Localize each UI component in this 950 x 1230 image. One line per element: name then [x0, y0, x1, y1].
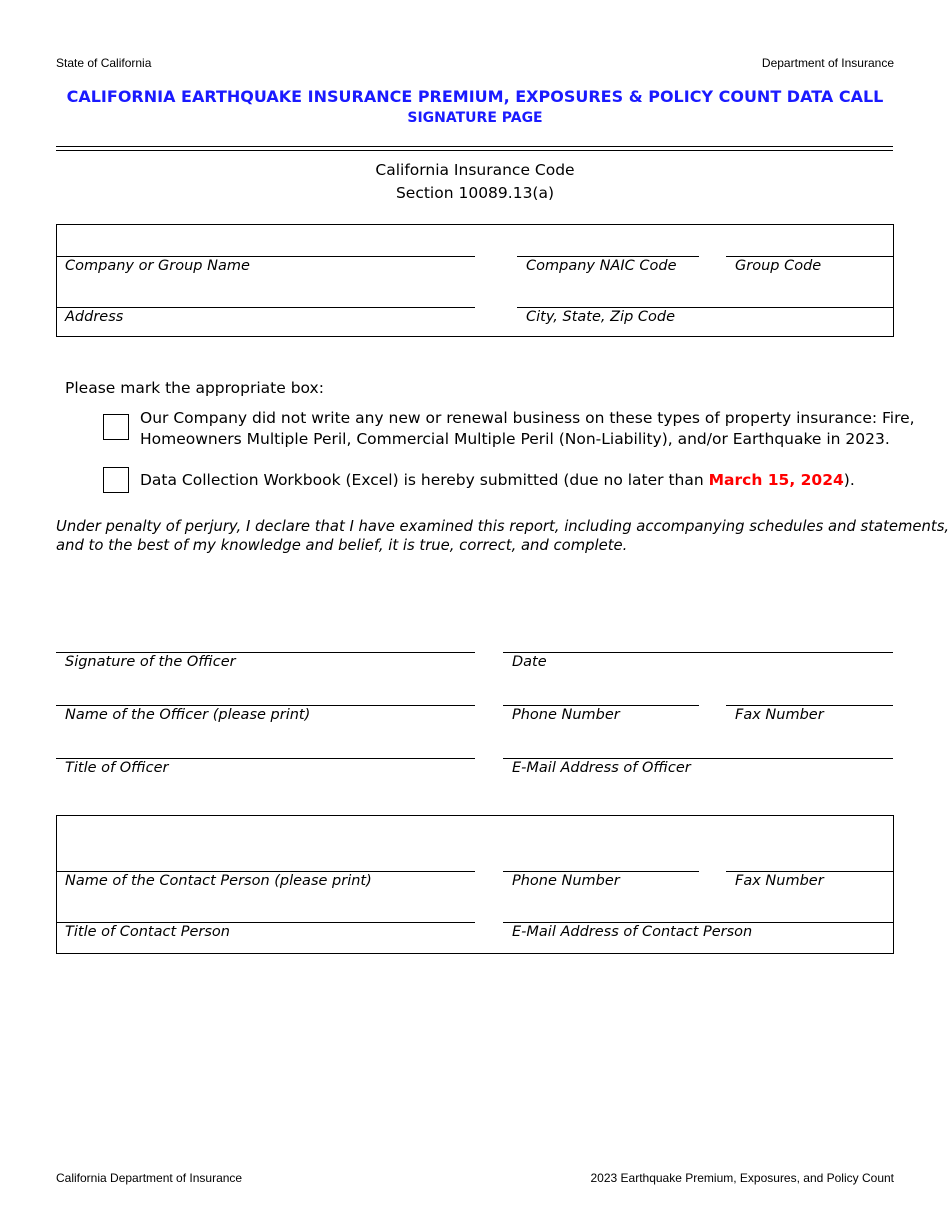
- declaration-line-1: Under penalty of perjury, I declare that I have examined this report, including accompanying schedules and statements,: [56, 518, 950, 535]
- naic-code-input[interactable]: [519, 230, 697, 254]
- company-name-label: Company or Group Name: [65, 258, 250, 274]
- officer-phone-input[interactable]: [506, 679, 696, 703]
- date-line: [503, 652, 893, 653]
- naic-line: [517, 256, 699, 257]
- address-label: Address: [65, 309, 124, 325]
- officer-name-input[interactable]: [60, 679, 470, 703]
- header-left: State of California: [56, 56, 152, 70]
- contact-email-line: [503, 922, 894, 923]
- no-business-checkbox[interactable]: [103, 414, 129, 440]
- company-name-line: [56, 256, 475, 257]
- officer-title-input[interactable]: [60, 732, 470, 756]
- city-state-zip-label: City, State, Zip Code: [526, 309, 676, 325]
- no-business-line-2: Homeowners Multiple Peril, Commercial Multiple Peril (Non-Liability), and/or Earthquake in 2023.: [140, 430, 890, 448]
- page-subtitle: SIGNATURE PAGE: [407, 110, 543, 126]
- footer-right: 2023 Earthquake Premium, Exposures, and Policy Count: [590, 1171, 894, 1185]
- workbook-text-after: ).: [843, 471, 855, 489]
- code-line-2: Section 10089.13(a): [395, 184, 555, 202]
- officer-fax-label: Fax Number: [735, 707, 824, 723]
- contact-fax-line: [726, 871, 894, 872]
- declaration-line-2: and to the best of my knowledge and belief, it is true, correct, and complete.: [56, 537, 628, 554]
- workbook-text-before: Data Collection Workbook (Excel) is hereby submitted (due no later than: [140, 471, 709, 489]
- company-name-input[interactable]: [60, 230, 470, 254]
- contact-phone-label: Phone Number: [512, 873, 620, 889]
- contact-name-label: Name of the Contact Person (please print): [65, 873, 372, 889]
- workbook-option-text: [140, 470, 855, 491]
- no-business-line-1: Our Company did not write any new or renewal business on these types of property insurance: Fire,: [140, 409, 915, 427]
- code-line-1: California Insurance Code: [375, 161, 575, 179]
- city-line: [517, 307, 894, 308]
- contact-fax-label: Fax Number: [735, 873, 824, 889]
- officer-phone-line: [503, 705, 699, 706]
- contact-title-input[interactable]: [60, 896, 470, 920]
- deadline-date: March 15, 2024: [708, 471, 844, 489]
- officer-fax-input[interactable]: [728, 679, 890, 703]
- contact-name-input[interactable]: [60, 845, 470, 869]
- contact-title-line: [56, 922, 475, 923]
- title-rule-bottom: [56, 150, 893, 151]
- group-code-input[interactable]: [728, 230, 890, 254]
- workbook-submitted-checkbox[interactable]: [103, 467, 129, 493]
- group-code-label: Group Code: [735, 258, 822, 274]
- date-label: Date: [512, 654, 547, 670]
- contact-email-label: E-Mail Address of Contact Person: [512, 924, 753, 940]
- checkbox-prompt: Please mark the appropriate box:: [65, 379, 324, 397]
- contact-name-line: [56, 871, 475, 872]
- no-business-option-text: [140, 408, 915, 450]
- officer-title-line: [56, 758, 475, 759]
- perjury-declaration: [56, 517, 949, 555]
- contact-phone-input[interactable]: [506, 845, 696, 869]
- officer-name-label: Name of the Officer (please print): [65, 707, 311, 723]
- officer-date-input[interactable]: [506, 626, 890, 650]
- officer-title-label: Title of Officer: [65, 760, 169, 776]
- officer-phone-label: Phone Number: [512, 707, 620, 723]
- signature-label: Signature of the Officer: [65, 654, 236, 670]
- officer-email-label: E-Mail Address of Officer: [512, 760, 691, 776]
- page-title: CALIFORNIA EARTHQUAKE INSURANCE PREMIUM, EXPOSURES & POLICY COUNT DATA CALL: [66, 87, 884, 106]
- group-code-line: [726, 256, 894, 257]
- address-line: [56, 307, 475, 308]
- signature-line: [56, 652, 475, 653]
- contact-title-label: Title of Contact Person: [65, 924, 230, 940]
- contact-fax-input[interactable]: [728, 845, 890, 869]
- address-input[interactable]: [60, 281, 470, 305]
- footer-left: California Department of Insurance: [56, 1171, 243, 1185]
- contact-phone-line: [503, 871, 699, 872]
- header-right: Department of Insurance: [761, 56, 894, 70]
- officer-fax-line: [726, 705, 893, 706]
- officer-email-input[interactable]: [506, 732, 890, 756]
- officer-signature-input[interactable]: [60, 626, 470, 650]
- city-state-zip-input[interactable]: [519, 281, 889, 305]
- officer-name-line: [56, 705, 475, 706]
- title-rule-top: [56, 146, 893, 147]
- naic-code-label: Company NAIC Code: [526, 258, 677, 274]
- officer-email-line: [503, 758, 893, 759]
- contact-email-input[interactable]: [506, 896, 890, 920]
